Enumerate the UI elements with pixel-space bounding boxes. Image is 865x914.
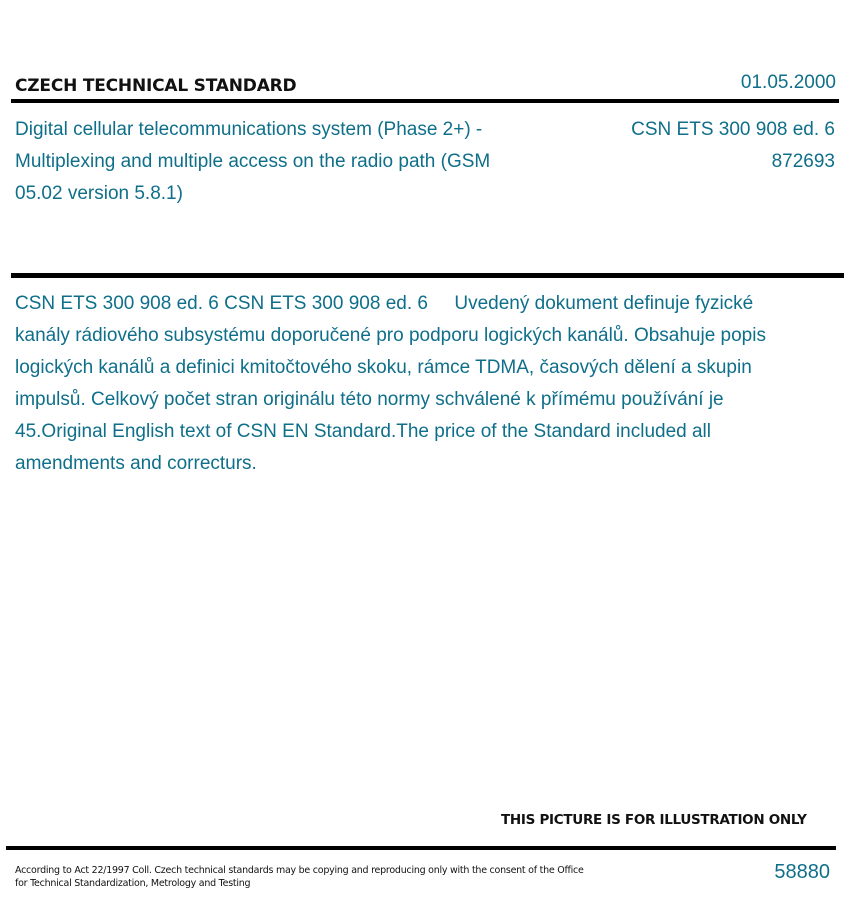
section-divider — [11, 273, 844, 278]
document-code: CSN ETS 300 908 ed. 6 — [631, 119, 835, 140]
document-code-block — [631, 114, 835, 178]
footer-divider — [6, 846, 836, 850]
document-abstract: CSN ETS 300 908 ed. 6 CSN ETS 300 908 ed. 6 Uvedený dokument definuje fyzické kanály rádiového subsystému doporučené pro podporu logických kanálů. Obsahuje popis logických kanálů a definici kmitočtového skoku, rámce TDMA, časových dělení a skupin impulsů. Celkový počet stran originálu této normy schválené k přímému používání je 45.Original English text of CSN EN Standard.The price of the Standard included all amendments and correcturs. — [15, 293, 772, 474]
footer-legal-notice: According to Act 22/1997 Coll. Czech technical standards may be copying and reproducing only with the consent of the Office for Technical Standardization, Metrology and Testing — [15, 865, 584, 889]
footer-product-number: 58880 — [774, 861, 830, 883]
header-divider — [11, 99, 839, 103]
standard-date: 01.05.2000 — [740, 72, 836, 93]
document-title: Digital cellular telecommunications system (Phase 2+) - Multiplexing and multiple access on the radio path (GSM 05.02 version 5.8.1) — [15, 119, 491, 204]
catalog-number: 872693 — [771, 151, 835, 172]
standard-header-title: CZECH TECHNICAL STANDARD — [15, 76, 297, 96]
illustration-disclaimer: THIS PICTURE IS FOR ILLUSTRATION ONLY — [501, 812, 807, 828]
